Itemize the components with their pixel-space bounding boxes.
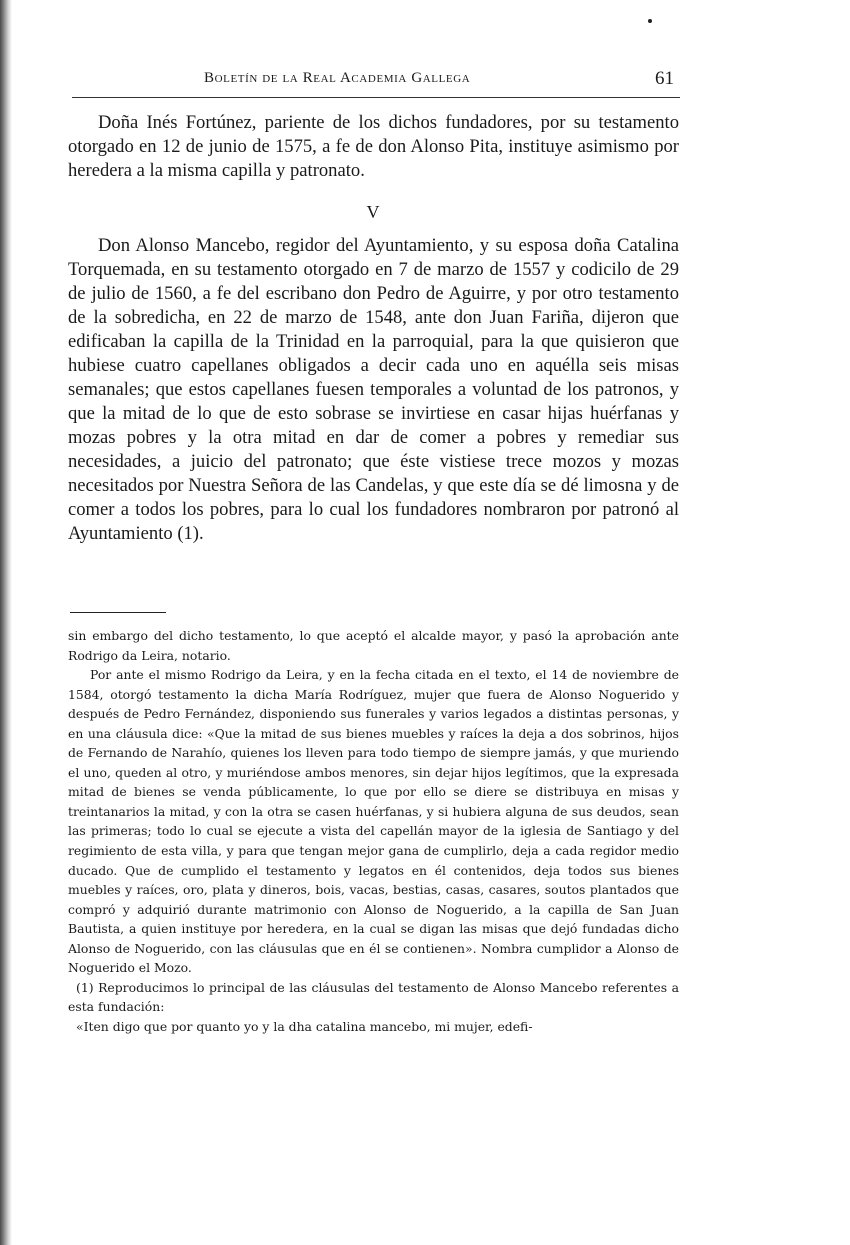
footnote-rule	[70, 612, 166, 613]
ink-speck	[648, 19, 652, 23]
footnote-paragraph: Por ante el mismo Rodrigo da Leira, y en la fecha citada en el texto, el 14 de noviembre de 1584, otorgó testamento la dicha María Rodríguez, mujer que fuera de Alonso Noguerido y después de Pedro Fernández, disponiendo sus funerales y varios legados a distintas personas, y en una cláusula dice: «Que la mitad de sus bienes muebles y raíces la deja a dos sobrinos, hijos de Fernando de Narahío, quienes los lleven para todo tiempo de siempre jamás, y que muriendo el uno, queden al otro, y muriéndose ambos menores, sin dejar hijos legítimos, que la expresada mitad de bienes se venda públicamente, lo que por ello se diere se distribuya en misas y treintanarios la mitad, y con la otra se casen huérfanas, y si hubiera alguna de sus deudos, sean las primeras; todo lo cual se ejecute a vista del capellán mayor de la iglesia de Santiago y del regimiento de esta villa, y para que tengan mejor gana de cumplirlo, deja a cada regidor medio ducado. Que de cumplido el testamento y legatos en él contenidos, deja todos sus bienes muebles y raíces, oro, plata y dineros, bois, vacas, bestias, casas, casares, soutos plantados que compró y adquirió durante matrimonio con Alonso de Noguerido, a la capilla de San Juan Bautista, a quien instituye por heredera, en la cual se digan las misas que dejó fundadas dicho Alonso de Noguerido, con las cláusulas que en él se contienen». Nombra cumplidor a Alonso de Noguerido el Mozo.	[68, 667, 679, 976]
running-title: Boletín de la Real Academia Gallega	[204, 70, 471, 86]
footnotes	[68, 626, 679, 1036]
paragraph-fortunez: Doña Inés Fortúnez, pariente de los dichos fundadores, por su testamento otorgado en 12 de junio de 1575, a fe de don Alonso Pita, instituye asimismo por heredera a la misma capilla y patronato.	[68, 112, 679, 181]
section-numeral: V	[366, 202, 381, 222]
header-rule	[72, 97, 680, 98]
footnote-1: (1) Reproducimos lo principal de las cláusulas del testamento de Alonso Mancebo referentes a esta fundación:	[68, 979, 679, 1015]
main-text	[68, 111, 679, 546]
footnote-continuation: sin embargo del dicho testamento, lo que aceptó el alcalde mayor, y pasó la aprobación ante Rodrigo da Leira, notario.	[68, 628, 679, 663]
paragraph-mancebo: Don Alonso Mancebo, regidor del Ayuntamiento, y su esposa doña Catalina Torquemada, en su testamento otorgado en 7 de marzo de 1557 y codicilo de 29 de julio de 1560, a fe del escribano don Pedro de Aguirre, y por otro testamento de la sobredicha, en 22 de marzo de 1548, ante don Juan Fariña, dijeron que edificaban la capilla de la Trinidad en la parroquial, para la que quisieron que hubiese cuatro capellanes obligados a decir cada uno en aquélla seis misas semanales; que estos capellanes fuesen temporales a voluntad de los patronos, y que la mitad de lo que de esto sobrase se invirtiese en casar hijas huérfanas y mozas pobres y la otra mitad en dar de comer a pobres y remediar sus necesidades, a juicio del patronato; que éste vistiese trece mozos y mozas necesitados por Nuestra Señora de las Candelas, y que este día se dé limosna y de comer a todos los pobres, para lo cual los fundadores nombraron por patronó al Ayuntamiento (1).	[68, 235, 679, 544]
footnote-quote: «Iten digo que por quanto yo y la dha catalina mancebo, mi mujer, edefi-	[76, 1018, 533, 1034]
binding-shadow	[0, 0, 12, 1245]
page-number: 61	[655, 68, 674, 89]
page-header	[72, 70, 680, 96]
section-heading	[68, 200, 679, 224]
